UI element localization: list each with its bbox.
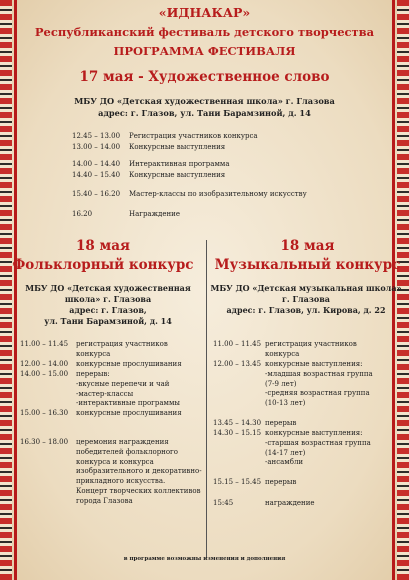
venue-line: школа» г. Глазова bbox=[64, 294, 152, 304]
schedule-activity-line: перерыв bbox=[265, 419, 297, 427]
schedule-activity-line: победителей фольклорного bbox=[76, 447, 178, 456]
day1-schedule-row bbox=[72, 190, 307, 198]
schedule-time: 12.00 – 14.00 bbox=[20, 360, 69, 368]
footer-note: в программе возможны изменения и дополнения bbox=[123, 556, 286, 562]
schedule-activity-line: конкурсные прослушивания bbox=[76, 360, 182, 368]
schedule-time: 14.00 – 15.00 bbox=[20, 370, 69, 378]
venue-line: адрес: г. Глазов, ул. Кирова, д. 22 bbox=[226, 305, 386, 315]
schedule-activity-line: прикладного искусства. bbox=[76, 477, 166, 486]
schedule-time: 11.00 – 11.45 bbox=[20, 340, 69, 348]
left-title: Фольклорный конкурс bbox=[12, 257, 194, 273]
venue-line: ул. Тани Барамзиной, д. 14 bbox=[44, 316, 172, 326]
schedule-activity-line: перерыв bbox=[265, 478, 297, 486]
schedule-activity-line: -младшая возрастная группа bbox=[265, 369, 373, 378]
schedule-time: 13.00 – 14.00 bbox=[72, 143, 121, 151]
venue-line: МБУ ДО «Детская музыкальная школа» bbox=[210, 283, 402, 293]
venue-line: МБУ ДО «Детская художественная bbox=[25, 283, 191, 293]
schedule-activity-line: церемония награждения bbox=[76, 438, 169, 446]
venue-line: г. Глазова bbox=[281, 294, 330, 304]
venue-line: адрес: г. Глазов, bbox=[69, 305, 147, 315]
schedule-activity-line: -мастер-классы bbox=[76, 389, 134, 398]
schedule-time: 14.40 – 15.40 bbox=[72, 171, 121, 179]
day1-heading: 17 мая - Художественное слово bbox=[79, 69, 330, 85]
schedule-activity-line: регистрация участников bbox=[265, 340, 357, 348]
schedule-activity: Мастер-классы по изобразительному искусству bbox=[129, 190, 307, 198]
schedule-activity: Конкурсные выступления bbox=[129, 143, 226, 151]
schedule-activity-line: (10-13 лет) bbox=[265, 399, 306, 408]
day1-schedule-row bbox=[72, 160, 230, 168]
schedule-time: 16.20 bbox=[72, 210, 93, 218]
schedule-activity-line: -вкусные перепечи и чай bbox=[76, 379, 170, 388]
left-date: 18 мая bbox=[76, 238, 130, 254]
day1-venue: МБУ ДО «Детская художественная школа» г. Глазова bbox=[74, 96, 335, 106]
right-date: 18 мая bbox=[280, 238, 335, 254]
schedule-activity-line: -ансамбли bbox=[265, 458, 304, 467]
schedule-activity-line: конкурса bbox=[76, 349, 111, 358]
schedule-time: 12.00 – 13.45 bbox=[213, 360, 262, 368]
schedule-activity-line: конкурсные выступления: bbox=[265, 360, 363, 368]
schedule-time: 14.30 – 15.15 bbox=[213, 429, 262, 437]
schedule-time: 15:45 bbox=[213, 499, 234, 507]
schedule-activity-line: (14-17 лет) bbox=[265, 448, 306, 457]
schedule-activity-line: -средняя возрастная группа bbox=[265, 389, 370, 398]
schedule-activity-line: конкурсные прослушивания bbox=[76, 409, 182, 417]
schedule-activity: Награждение bbox=[129, 210, 180, 218]
schedule-activity-line: регистрация участников bbox=[76, 340, 168, 348]
day1-schedule-row bbox=[72, 132, 258, 140]
schedule-time: 15.40 – 16.20 bbox=[72, 190, 121, 198]
schedule-activity: Регистрация участников конкурса bbox=[129, 132, 258, 140]
schedule-activity-line: -интерактивные программы bbox=[76, 399, 180, 408]
schedule-activity: Интерактивная программа bbox=[129, 160, 230, 168]
schedule-activity-line: изобразительного и декоративно- bbox=[76, 467, 202, 476]
day1-schedule-row bbox=[72, 143, 225, 151]
column-divider bbox=[206, 240, 207, 558]
schedule-time: 13.45 – 14.30 bbox=[213, 419, 262, 427]
schedule-activity-line: конкурсные выступления: bbox=[265, 429, 363, 437]
day1-schedule-row bbox=[72, 171, 225, 179]
schedule-activity-line: конкурса bbox=[265, 349, 300, 358]
schedule-activity-line: -старшая возрастная группа bbox=[265, 438, 371, 447]
schedule-time: 14.00 – 14.40 bbox=[72, 160, 121, 168]
day1-schedule-row bbox=[72, 210, 180, 218]
schedule-time: 15.00 – 16.30 bbox=[20, 409, 69, 417]
schedule-activity-line: конкурса и конкурса bbox=[76, 457, 154, 466]
day1-address: адрес: г. Глазов, ул. Тани Барамзиной, д. 14 bbox=[98, 108, 311, 118]
schedule-activity-line: награждение bbox=[265, 499, 315, 507]
schedule-activity-line: перерыв: bbox=[76, 370, 110, 378]
schedule-time: 11.00 – 11.45 bbox=[213, 340, 262, 348]
schedule-time: 16.30 – 18.00 bbox=[20, 438, 69, 446]
schedule-time: 15.15 – 15.45 bbox=[213, 478, 262, 486]
program-heading: ПРОГРАММА ФЕСТИВАЛЯ bbox=[113, 44, 296, 58]
schedule-activity-line: города Глазова bbox=[76, 496, 133, 505]
right-title: Музыкальный конкурс bbox=[214, 257, 401, 273]
festival-subtitle: Республиканский фестиваль детского творчества bbox=[34, 25, 375, 39]
schedule-activity-line: (7-9 лет) bbox=[265, 379, 297, 388]
festival-title: «ИДНАКАР» bbox=[158, 5, 251, 20]
schedule-time: 12.45 – 13.00 bbox=[72, 132, 121, 140]
schedule-activity-line: Концерт творческих коллективов bbox=[76, 487, 201, 495]
schedule-activity: Конкурсные выступления bbox=[129, 171, 226, 179]
